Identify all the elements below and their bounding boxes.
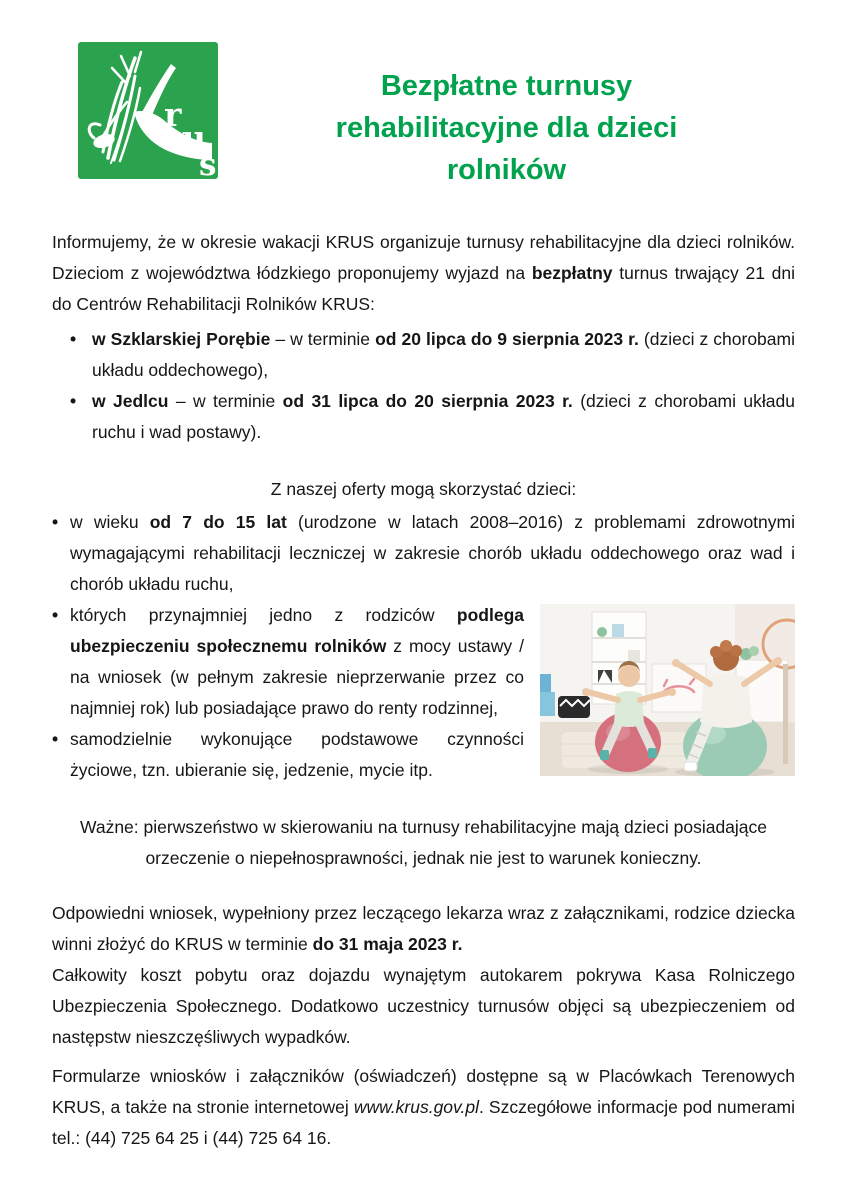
page-title [218,61,795,191]
text-segment: turnus trwający 21 dni do Centrów Rehabilitacji Rolników KRUS: [52,262,795,314]
page-title-line: rolników [446,154,567,187]
text-segment: od 20 lipca do 9 sierpnia 2023 r. [375,328,639,349]
text-segment: samodzielnie wykonujące podstawowe czynności życiowe, tzn. ubieranie się, jedzenie, mycie itp. [70,728,524,780]
text-segment: Formularze wniosków i załączników (oświadczeń) dostępne są w Placówkach Terenowych KRUS, a także na stronie internetowej [52,1065,795,1117]
list-item-insurance [52,600,795,724]
forms-paragraph [52,1061,795,1154]
text-segment: – w terminie [270,328,376,349]
text-segment: w Jedlcu [92,390,169,411]
text-segment: których przynajmniej jedno z rodziców [70,604,457,625]
text-segment: (urodzone w latach 2008–2016) z problemami zdrowotnymi wymagającymi rehabilitacji leczniczej w zakresie chorób układu oddechowego oraz wad i chorób układu ruchu, [70,511,795,594]
list-item-jedlec [52,386,795,448]
eligibility-list [52,507,795,786]
costs-paragraph [52,960,795,1053]
krus-logo [78,42,218,179]
page-title-line: rehabilitacyjne dla dzieci [335,112,678,145]
intro-paragraph [52,227,795,320]
text-segment: – w terminie [168,390,283,411]
offer-heading: Z naszej oferty mogą skorzystać dzieci: [270,478,577,499]
page-title-line: Bezpłatne turnusy [380,70,633,103]
krus-logo-icon [78,42,218,179]
text-segment: od 7 do 15 lat [149,511,287,532]
text-segment: od 31 lipca do 20 sierpnia 2023 r. [282,390,573,411]
text-segment: (dzieci z chorobami układu ruchu i wad postawy). [92,390,795,442]
text-segment: w wieku [70,511,150,532]
text-segment: Całkowity koszt pobytu oraz dojazdu wynajętym autokarem pokrywa Kasa Rolniczego Ubezpieczenia Społecznego. Dodatkowo uczestnicy turnusów objęci są ubezpieczeniem od następstw nieszczęśliwych wypadków. [52,964,795,1047]
list-item-insurance-text [70,605,524,718]
text-segment: Odpowiedni wniosek, wypełniony przez leczącego lekarza wraz z załącznikami, rodzice dziecka winni złożyć do KRUS w terminie [52,902,795,954]
text-segment: do 31 maja 2023 r. [312,933,463,954]
text-segment: z mocy ustawy / na wniosek (w pełnym zakresie nieprzerwanie przez co najmniej rok) lub posiadające prawo do renty rodzinnej, [70,635,524,718]
text-segment: (dzieci z chorobami układu oddechowego), [92,328,795,380]
document-header [78,42,795,211]
locations-list [52,324,795,448]
text-segment: bezpłatny [531,262,613,283]
important-note [52,812,795,874]
text-segment: podlega ubezpieczeniu społecznemu rolników [70,604,524,656]
list-item-self-care [52,724,795,786]
application-paragraph [52,898,795,960]
text-segment: Informujemy, że w okresie wakacji KRUS organizuje turnusy rehabilitacyjne dla dzieci rolników. Dzieciom z województwa łódzkiego proponujemy wyjazd na [52,231,795,283]
list-item-szklarska-poreba [52,324,795,386]
logo-letter-r: r [164,95,182,134]
text-segment: w Szklarskiej Porębie [92,328,271,349]
text-segment: . Szczegółowe informacje pod numerami tel.: (44) 725 64 25 i (44) 725 64 16. [52,1096,795,1148]
text-segment: www.krus.gov.pl [353,1096,479,1117]
text-segment: Ważne: pierwszeństwo w skierowaniu na turnusy rehabilitacyjne mają dzieci posiadające orzeczenie o niepełnosprawności, jednak nie jest to warunek konieczny. [79,816,768,868]
list-item-age [52,507,795,600]
logo-letter-u: u [182,118,206,157]
logo-letter-s: s [199,147,217,179]
